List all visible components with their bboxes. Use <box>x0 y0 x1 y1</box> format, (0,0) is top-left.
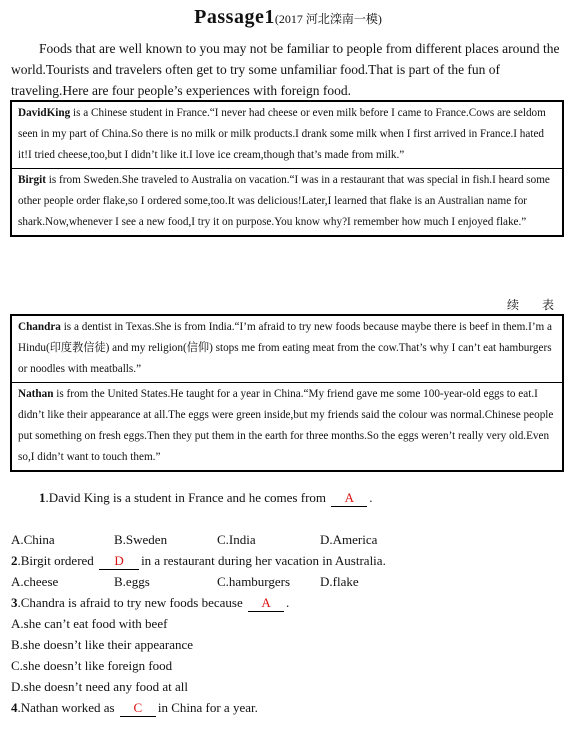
question-3 <box>11 595 289 612</box>
question-text-end: in a restaurant during her vacation in Australia. <box>141 553 386 568</box>
passage-source: (2017 河北滦南一模) <box>274 12 382 26</box>
person-text: is from the United States.He taught for a year in China.“My friend gave me some 100-year-old eggs to eat.I didn’t like their appearance at all.The eggs were green inside,but my friends said the colour was normal.Chinese people put something on fresh eggs.Then they put them in the earth for three months.So the eggs weren’t really very old.Even so,I didn’t want to touch them.” <box>18 388 554 463</box>
option: A.cheese <box>11 574 59 589</box>
answer-blank: D <box>99 553 139 570</box>
option: C.hamburgers <box>217 574 291 589</box>
question-number: 1 <box>39 490 46 505</box>
person-text: is from Sweden.She traveled to Australia on vacation.“I was in a restaurant that was special in fish.I heard some other people order flake,so I ordered some,too.It was delicious!Later,I learned that flake is an Australian name for shark.Now,whenever I see a new food,I try it on purpose.You know why?I remember how much I enjoyed flake.” <box>18 174 550 228</box>
question-text: .Birgit ordered <box>17 553 98 568</box>
question-4 <box>11 700 258 717</box>
person-name: Chandra <box>18 321 61 333</box>
question-3-option-b: B.she doesn’t like their appearance <box>11 637 194 652</box>
question-number: 4 <box>11 700 18 715</box>
option: C.India <box>217 532 256 547</box>
question-text-end: . <box>369 490 373 505</box>
option: D.flake <box>320 574 359 589</box>
experience-table-1 <box>10 100 564 237</box>
person-name: Birgit <box>18 174 46 186</box>
table-row <box>12 102 562 168</box>
option: A.China <box>11 532 55 547</box>
person-text: is a dentist in Texas.She is from India.“I’m afraid to try new foods because maybe there is beef in them.I’m a Hindu(印度教信徒) and my religion(信仰) stops me from eating meat from the cow.That’s why I can’t eat hamburgers or noodles with meatballs.” <box>18 321 553 375</box>
passage-title-main: Passage1 <box>194 6 275 28</box>
question-2-options <box>11 574 423 590</box>
question-1 <box>39 490 373 507</box>
option: D.America <box>320 532 378 547</box>
answer-blank: A <box>248 595 284 612</box>
question-3-option-c: C.she doesn’t like foreign food <box>11 658 173 673</box>
question-3-option-a: A.she can’t eat food with beef <box>11 616 168 631</box>
person-name: DavidKing <box>18 107 71 119</box>
question-number: 2 <box>11 553 18 568</box>
table-row <box>12 168 562 235</box>
option: B.Sweden <box>114 532 168 547</box>
passage-title <box>0 6 576 29</box>
question-text: .Chandra is afraid to try new foods because <box>17 595 247 610</box>
experience-table-2 <box>10 314 564 472</box>
question-2 <box>11 553 386 570</box>
intro-paragraph <box>11 38 567 101</box>
question-number: 3 <box>11 595 18 610</box>
intro-text: Foods that are well known to you may not be familiar to people from different places around the world.Tourists and travelers often get to try some unfamiliar food.That is part of the fun of traveling.Here are four people’s experiences with foreign food. <box>11 41 560 98</box>
option: B.eggs <box>114 574 150 589</box>
question-text: .David King is a student in France and he comes from <box>45 490 330 505</box>
person-text: is a Chinese student in France.“I never had cheese or even milk before I came to France.Cows are seldom seen in my part of China.So there is no milk or milk products.I drank some milk when I first arrived in France.I hated it!I tried cheese,too,but I didn’t like it.I love ice cream,though that’s made from milk.” <box>18 107 546 161</box>
question-3-option-d: D.she doesn’t need any food at all <box>11 679 189 694</box>
answer-blank: C <box>120 700 156 717</box>
question-1-options <box>11 532 423 548</box>
table-row <box>12 382 562 470</box>
answer-blank: A <box>331 490 367 507</box>
question-text: .Nathan worked as <box>17 700 118 715</box>
person-name: Nathan <box>18 388 54 400</box>
continued-label: 续 表 <box>506 298 564 312</box>
question-text-end: in China for a year. <box>157 700 258 715</box>
table-row <box>12 316 562 382</box>
question-text-end: . <box>286 595 290 610</box>
